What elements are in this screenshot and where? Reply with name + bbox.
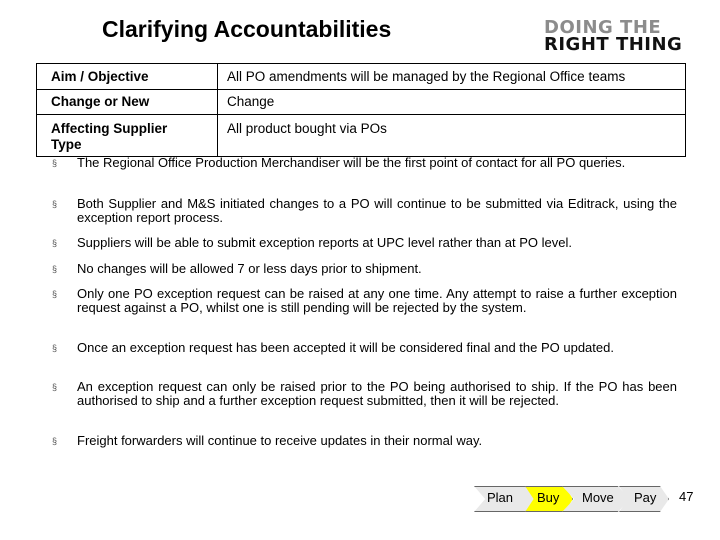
bullet-text: Both Supplier and M&S initiated changes to a PO will continue to be submitted via Editrack, using the exception report process. — [77, 196, 677, 225]
page-title: Clarifying Accountabilities — [102, 16, 392, 42]
list-item — [52, 156, 677, 170]
list-item — [52, 380, 677, 408]
bullet-marker-icon: § — [52, 436, 58, 446]
bullet-marker-icon: § — [52, 343, 58, 353]
accountability-table — [36, 63, 686, 157]
bullet-text: No changes will be allowed 7 or less days prior to shipment. — [77, 261, 422, 276]
bullet-text: An exception request can only be raised prior to the PO being authorised to ship. If the PO has been authorised to ship and a further exception request submitted, then it will be rejected. — [77, 379, 677, 408]
bullet-marker-icon: § — [52, 264, 58, 274]
brand-logo-line1: DOING THE — [544, 17, 662, 38]
row-value-aim: All PO amendments will be managed by the Regional Office teams — [227, 69, 626, 84]
bullet-text: The Regional Office Production Merchandiser will be the first point of contact for all PO queries. — [77, 155, 626, 170]
bullet-marker-icon: § — [52, 199, 58, 209]
bullet-text: Once an exception request has been accepted it will be considered final and the PO updated. — [77, 340, 614, 355]
list-item — [52, 262, 677, 276]
process-step-move: Move — [582, 490, 614, 505]
table-row-divider — [37, 114, 685, 115]
table-row-divider — [37, 89, 685, 90]
brand-logo-line2: RIGHT THING — [544, 34, 683, 55]
list-item — [52, 287, 677, 315]
bullet-text: Only one PO exception request can be raised at any one time. Any attempt to raise a further exception request against a PO, whilst one is still pending will be rejected by the system. — [77, 286, 677, 315]
bullet-marker-icon: § — [52, 289, 58, 299]
bullet-text: Freight forwarders will continue to receive updates in their normal way. — [77, 433, 483, 448]
list-item — [52, 236, 677, 250]
brand-logo — [544, 19, 682, 53]
bullet-marker-icon: § — [52, 382, 58, 392]
bullet-marker-icon: § — [52, 238, 58, 248]
list-item — [52, 341, 677, 355]
row-label-change: Change or New — [51, 94, 150, 109]
bullet-text: Suppliers will be able to submit exception reports at UPC level rather than at PO level. — [77, 235, 572, 250]
page-number: 47 — [679, 489, 694, 504]
row-label-supplier-type: Affecting Supplier Type — [51, 121, 168, 152]
table-column-divider — [217, 64, 218, 156]
row-value-change: Change — [227, 94, 275, 109]
list-item — [52, 197, 677, 225]
process-step-plan: Plan — [487, 490, 514, 505]
row-label-aim: Aim / Objective — [51, 69, 149, 84]
process-step-pay: Pay — [634, 490, 657, 505]
row-value-supplier-type: All product bought via POs — [227, 121, 387, 136]
bullet-marker-icon: § — [52, 158, 58, 168]
process-step-buy: Buy — [537, 490, 560, 505]
list-item — [52, 434, 677, 448]
